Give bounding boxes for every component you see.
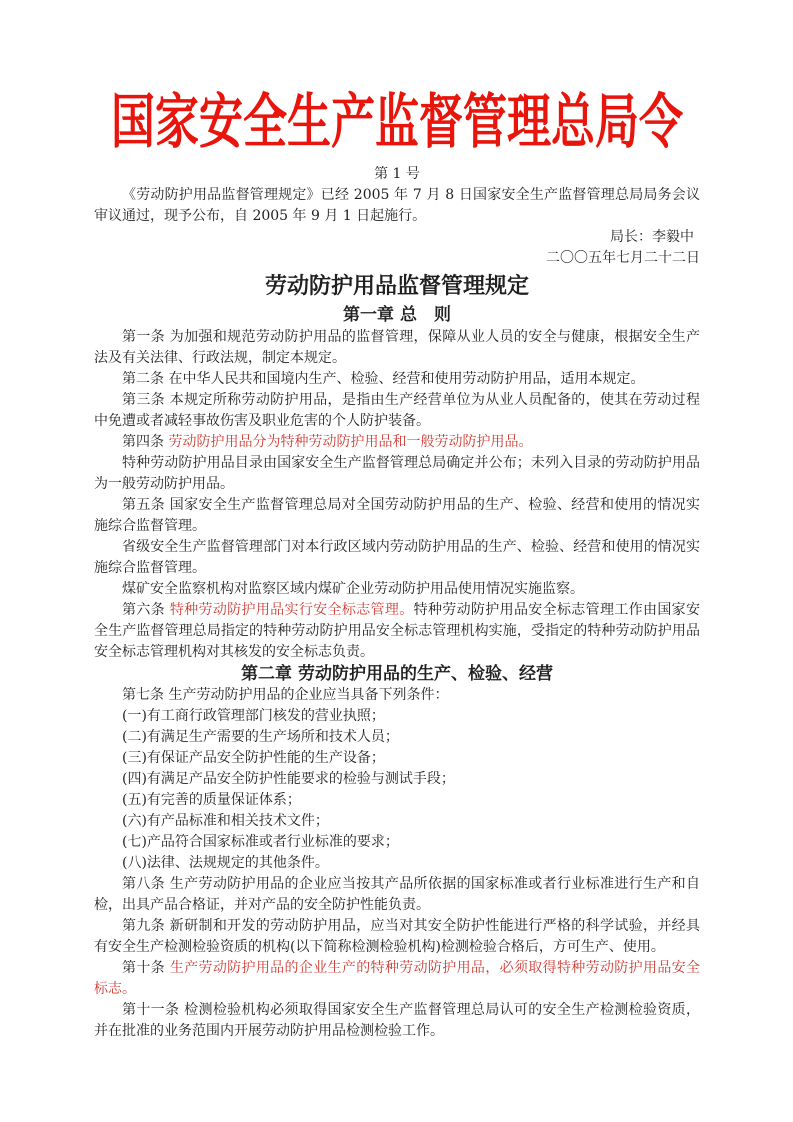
- article-4-paragraph-2: 特种劳动防护用品目录由国家安全生产监督管理总局确定并公布；未列入目录的劳动防护用品为一般劳动防护用品。: [94, 455, 700, 492]
- article-10-label: 第十条: [122, 960, 170, 976]
- article-6-label: 第六条: [122, 602, 170, 618]
- article-7-item-7: (七)产品符合国家标准或者行业标准的要求；: [122, 834, 399, 850]
- article-6-body: 特种劳动防护用品安全标志管理工作由国家安全生产监督管理总局指定的特种劳动防护用品安全标志管理机构实施，受指定的特种劳动防护用品安全标志管理机构对其核发的安全标志负责。: [94, 602, 701, 660]
- article-1: 第一条 为加强和规范劳动防护用品的监督管理，保障从业人员的安全与健康，根据安全生产法及有关法律、行政法规，制定本规定。: [94, 329, 700, 366]
- article-7-item-5: (五)有完善的质量保证体系；: [122, 792, 301, 808]
- article-7-item-6: (六)有产品标准和相关技术文件；: [122, 813, 329, 829]
- regulation-title: 劳动防护用品监督管理规定: [264, 274, 529, 299]
- article-7-item-3: (三)有保证产品安全防护性能的生产设备；: [122, 750, 385, 766]
- article-11: 第十一条 检测检验机构必须取得国家安全生产监督管理总局认可的安全生产检测检验资质，并在批准的业务范围内开展劳动防护用品检测检验工作。: [94, 1002, 700, 1039]
- article-7: 第七条 生产劳动防护用品的企业应当具备下列条件：: [122, 687, 449, 703]
- article-6-red-emphasis: 特种劳动防护用品实行安全标志管理。: [169, 602, 414, 618]
- announcement-paragraph: 《劳动防护用品监督管理规定》已经 2005 年 7 月 8 日国家安全生产监督管理总局局务会议审议通过，现予公布，自 2005 年 9 月 1 日起施行。: [94, 187, 700, 224]
- order-title: 国家安全生产监督管理总局令: [111, 88, 683, 157]
- article-9: 第九条 新研制和开发的劳动防护用品，应当对其安全防护性能进行严格的科学试验，并经具有安全生产检测检验资质的机构(以下简称检测检验机构)检测检验合格后，方可生产、使用。: [94, 918, 700, 955]
- article-3: 第三条 本规定所称劳动防护用品，是指由生产经营单位为从业人员配备的，使其在劳动过程中免遭或者减轻事故伤害及职业危害的个人防护装备。: [94, 392, 700, 429]
- sign-date-line: 二〇〇五年七月二十二日: [546, 250, 700, 266]
- signer-line: 局长：李毅中: [610, 229, 694, 245]
- article-4: [94, 432, 700, 453]
- chapter-2-heading: 第二章 劳动防护用品的生产、检验、经营: [241, 664, 553, 684]
- article-4-label: 第四条: [122, 434, 169, 450]
- article-6: [94, 600, 700, 663]
- article-2: 第二条 在中华人民共和国境内生产、检验、经营和使用劳动防护用品，适用本规定。: [122, 371, 645, 387]
- article-10: [94, 958, 700, 1000]
- article-5-paragraph-3: 煤矿安全监察机构对监察区域内煤矿企业劳动防护用品使用情况实施监察。: [122, 581, 584, 597]
- article-5-paragraph-2: 省级安全生产监督管理部门对本行政区域内劳动防护用品的生产、检验、经营和使用的情况实施综合监督管理。: [94, 539, 700, 576]
- order-number: 第 1 号: [374, 166, 420, 182]
- article-7-item-2: (二)有满足生产需要的生产场所和技术人员；: [122, 729, 399, 745]
- article-5: 第五条 国家安全生产监督管理总局对全国劳动防护用品的生产、检验、经营和使用的情况实施综合监督管理。: [94, 497, 700, 534]
- article-8: 第八条 生产劳动防护用品的企业应当按其产品所依据的国家标准或者行业标准进行生产和自检，出具产品合格证，并对产品的安全防护性能负责。: [94, 876, 700, 913]
- article-7-item-8: (八)法律、法规规定的其他条件。: [122, 855, 329, 871]
- article-7-item-4: (四)有满足产品安全防护性能要求的检验与测试手段；: [122, 771, 455, 787]
- article-7-item-1: (一)有工商行政管理部门核发的营业执照；: [122, 708, 385, 724]
- chapter-1-heading: 第一章 总 则: [343, 305, 451, 325]
- article-10-red-emphasis: 生产劳动防护用品的企业生产的特种劳动防护用品，必须取得特种劳动防护用品安全标志。: [94, 960, 701, 997]
- article-4-red-emphasis: 劳动防护用品分为特种劳动防护用品和一般劳动防护用品。: [168, 434, 533, 450]
